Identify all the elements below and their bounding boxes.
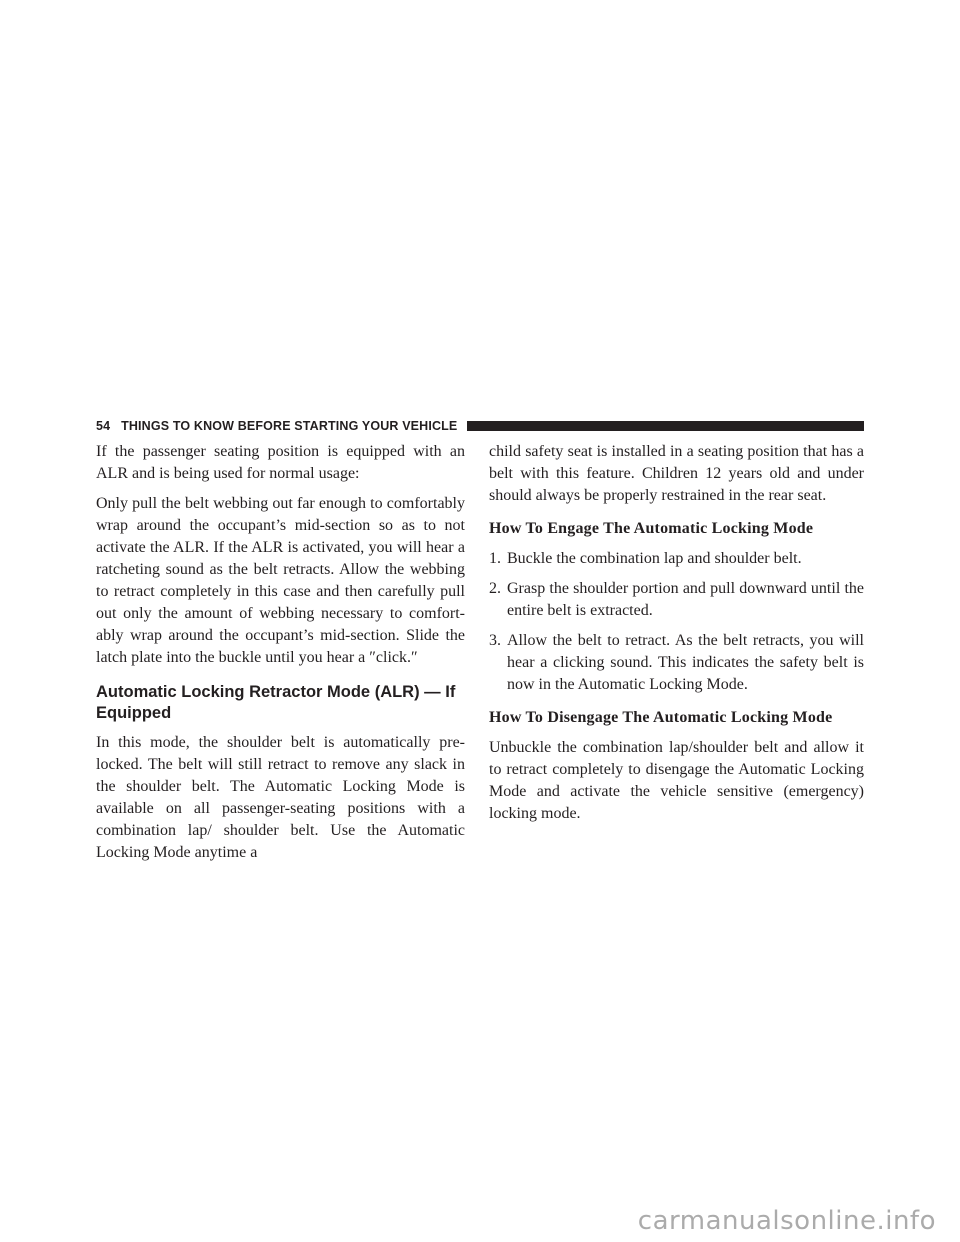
alr-mode-paragraph: In this mode, the shoulder belt is automatically pre-locked. The belt will still retract to remove any slack in the shoulder belt. The Automatic Locking Mode is available on all passenger-seating positions with a combination lap/ shoulder belt. Use the Automatic Locking Mode anytime a <box>96 734 465 861</box>
left-column <box>96 441 465 872</box>
step-number: 3. <box>489 632 501 649</box>
page-number: 54 <box>96 419 111 433</box>
alr-section-heading: Automatic Locking Retractor Mode (ALR) — If Equipped <box>96 683 456 722</box>
watermark: carmanualsonline.info <box>637 1206 936 1236</box>
step-text: Allow the belt to retract. As the belt retracts, you will hear a clicking sound. This indicates the safety belt is now in the Automatic Locking Mode. <box>507 632 864 693</box>
engage-heading: How To Engage The Automatic Locking Mode <box>489 520 814 537</box>
page-header <box>96 418 864 434</box>
step-text: Buckle the combination lap and shoulder belt. <box>507 550 802 567</box>
header-rule <box>467 421 864 431</box>
step-number: 1. <box>489 550 501 567</box>
list-item <box>489 548 864 570</box>
step-text: Grasp the shoulder portion and pull downward until the entire belt is extracted. <box>507 580 864 619</box>
step-number: 2. <box>489 580 501 597</box>
list-item <box>489 630 864 696</box>
section-title: THINGS TO KNOW BEFORE STARTING YOUR VEHICLE <box>121 419 458 433</box>
disengage-heading: How To Disengage The Automatic Locking Mode <box>489 709 833 726</box>
engage-steps-list <box>489 548 864 696</box>
list-item <box>489 578 864 622</box>
right-column <box>489 441 864 833</box>
intro-paragraph: If the passenger seating position is equipped with an ALR and is being used for normal usage: <box>96 443 465 482</box>
webbing-paragraph: Only pull the belt webbing out far enough to comfortably wrap around the occupant’s mid-section so as to not activate the ALR. If the ALR is activated, you will hear a ratcheting sound as the belt retracts. Allow the webbing to retract completely in this case and then carefully pull out only the amount of webbing necessary to comfortably wrap around the occupant’s mid-section. Slide the latch plate into the buckle until you hear a ″click.″ <box>96 495 465 666</box>
header-label <box>96 419 457 433</box>
disengage-paragraph: Unbuckle the combination lap/shoulder belt and allow it to retract completely to disengage the Automatic Locking Mode and activate the vehicle sensitive (emergency) locking mode. <box>489 739 864 822</box>
child-seat-paragraph: child safety seat is installed in a seating position that has a belt with this feature. Children 12 years old and under should always be properly restrained in the rear seat. <box>489 443 864 504</box>
